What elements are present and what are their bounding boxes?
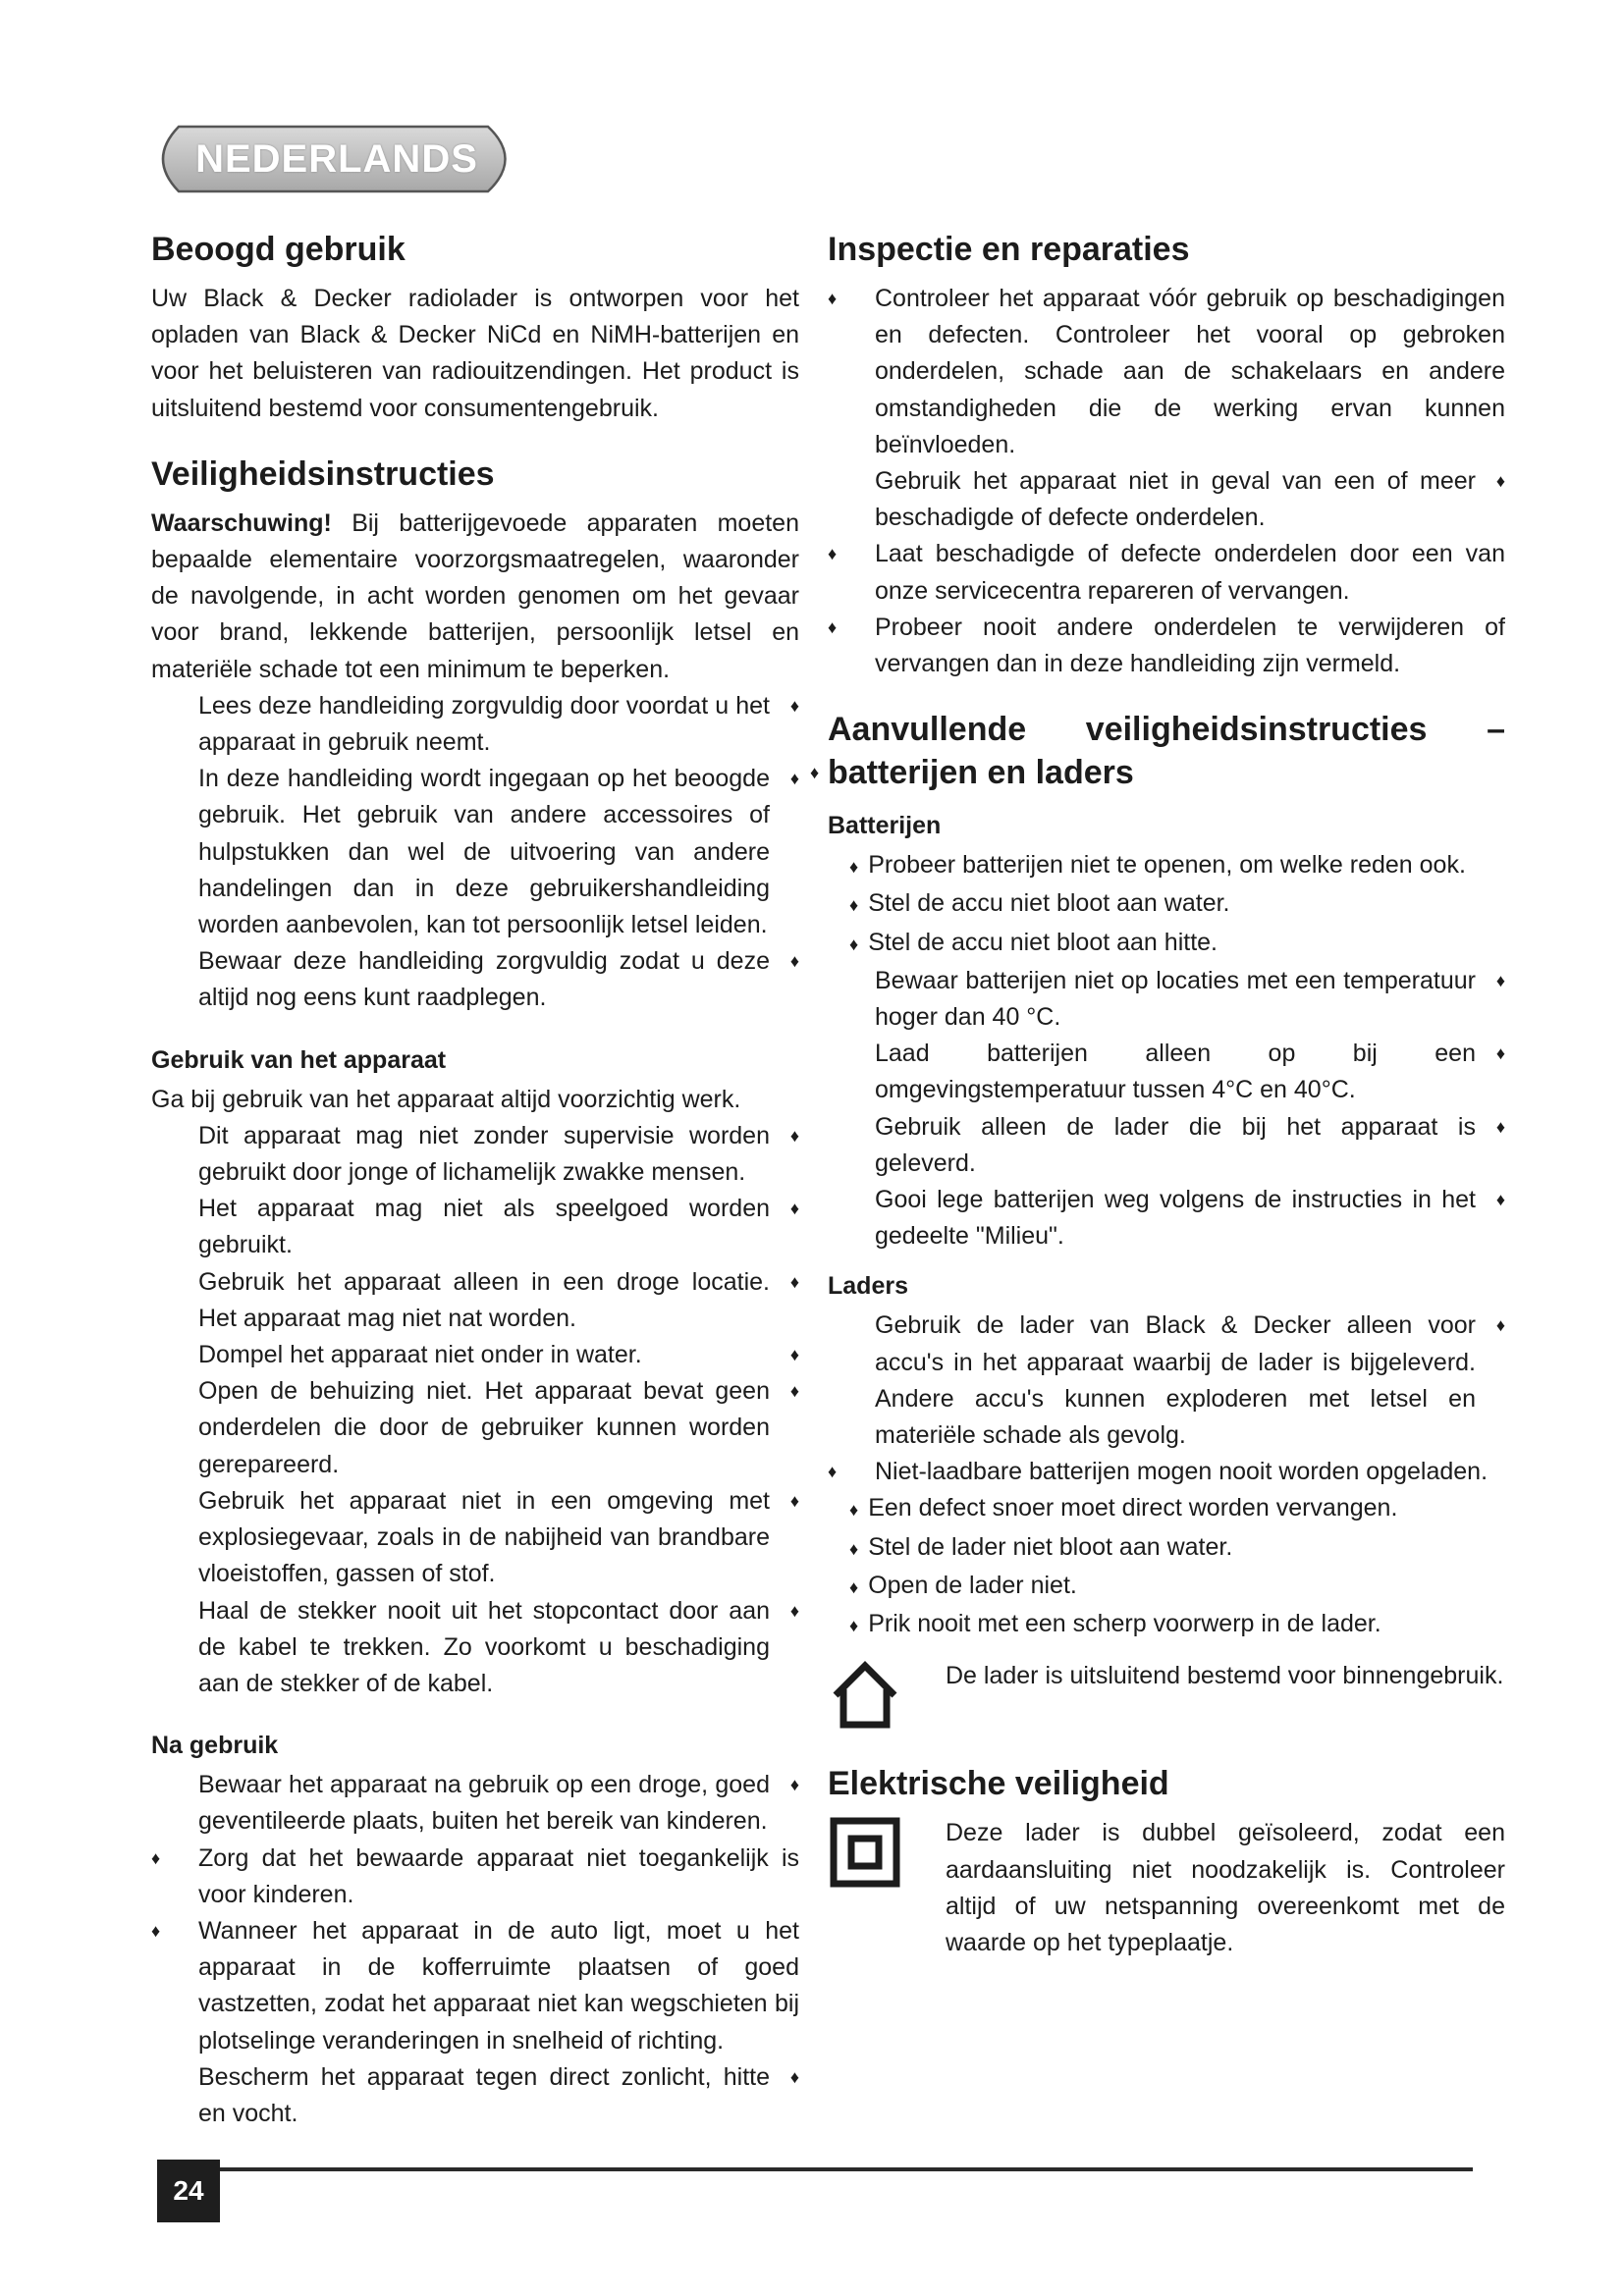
bullet-icon: ♦	[1495, 471, 1505, 492]
list-item: Gebruik het apparaat niet in geval van een of meer beschadigde of defecte onderdelen. ♦	[828, 463, 1505, 536]
list-item: Gebruik het apparaat alleen in een droge locatie. Het apparaat mag niet nat worden. ♦	[151, 1264, 799, 1337]
list-item: In deze handleiding wordt ingegaan op het beoogde gebruik. Het gebruik van andere accessoires of hulpstukken dan wel de uitvoering van andere handelingen dan in deze gebruikershandleiding worden aanbevolen, kan tot persoonlijk letsel leiden. ♦	[151, 761, 799, 943]
indoor-note	[828, 1658, 1505, 1736]
double-insulation-icon	[828, 1815, 902, 1890]
warning-text: Bij batterijgevoede apparaten moeten bepaalde elementaire voorzorgsmaatregelen, waaronder de navolgende, in acht worden genomen om het gevaar voor brand, lekkende batterijen, persoonlijk letsel en materiële schade tot een minimum te beperken.	[151, 508, 799, 683]
list-item: ♦ Open de lader niet.	[849, 1571, 1077, 1599]
bullet-icon: ♦	[828, 1462, 838, 1482]
bullet-icon: ♦	[1495, 1116, 1505, 1137]
list-item: ♦ Laat beschadigde of defecte onderdelen door een van onze servicecentra repareren of vervangen.	[828, 536, 1505, 609]
list-item: Gebruik de lader van Black & Decker alleen voor accu's in het apparaat waarbij de lader is bijgeleverd. Andere accu's kunnen exploderen met letsel en materiële schade als gevolg. ♦	[828, 1308, 1505, 1454]
bullet-icon: ♦	[789, 1345, 799, 1365]
list-item: ♦ Stel de accu niet bloot aan hitte.	[849, 928, 1218, 956]
section-title-na-gebruik: Na gebruik	[151, 1732, 279, 1760]
section-title-aanvullende: Aanvullende veiligheidsinstructies – ♦ batterijen en laders	[828, 708, 1505, 794]
bullet-icon: ♦	[789, 1271, 799, 1292]
section-title-veiligheid: Veiligheidsinstructies	[151, 454, 495, 493]
bullet-icon: ♦	[849, 1538, 859, 1559]
bullet-icon: ♦	[828, 544, 838, 564]
bullet-icon: ♦	[151, 1920, 161, 1941]
bullet-icon: ♦	[789, 1125, 799, 1146]
language-label: NEDERLANDS	[195, 137, 478, 181]
bullet-icon: ♦	[1495, 1315, 1505, 1336]
section-title-inspectie: Inspectie en reparaties	[828, 231, 1190, 268]
bullet-icon: ♦	[789, 1775, 799, 1795]
bullet-icon: ♦	[1495, 970, 1505, 990]
bullet-icon: ♦	[789, 1490, 799, 1511]
warning-label: Waarschuwing!	[151, 508, 332, 537]
bullet-icon: ♦	[849, 1576, 859, 1597]
section-title-beoogd: Beoogd gebruik	[151, 231, 406, 268]
list-item: Bewaar deze handleiding zorgvuldig zodat u deze altijd nog eens kunt raadplegen. ♦	[151, 943, 799, 1016]
bullet-icon: ♦	[1495, 1043, 1505, 1064]
indoor-note-text: De lader is uitsluitend bestemd voor binnengebruik.	[946, 1662, 1504, 1690]
bullet-icon: ♦	[849, 895, 859, 916]
bullet-icon: ♦	[789, 769, 799, 789]
bullet-icon: ♦	[849, 1616, 859, 1636]
beoogd-text: Uw Black & Decker radiolader is ontworpen voor het opladen van Black & Decker NiCd en NiMH-batterijen en voor het beluisteren van radiouitzendingen. Het product is uitsluitend bestemd voor consumentengebruik.	[151, 285, 799, 422]
list-item: Laad batterijen alleen op bij een omgevingstemperatuur tussen 4°C en 40°C. ♦	[828, 1036, 1505, 1108]
list-item: Lees deze handleiding zorgvuldig door voordat u het apparaat in gebruik neemt. ♦	[151, 688, 799, 761]
list-item: ♦ Wanneer het apparaat in de auto ligt, moet u het apparaat in de kofferruimte plaatsen of goed vastzetten, zodat het apparaat niet kan wegschieten bij plotselinge veranderingen in snelheid of richting.	[151, 1913, 799, 2059]
bullet-icon: ♦	[789, 695, 799, 716]
bullet-icon: ♦	[789, 1381, 799, 1402]
list-item: Bescherm het apparaat tegen direct zonlicht, hitte en vocht. ♦	[151, 2059, 799, 2132]
language-tab	[149, 123, 524, 195]
list-item: ♦ Stel de accu niet bloot aan water.	[849, 889, 1230, 918]
list-item: ♦ Stel de lader niet bloot aan water.	[849, 1532, 1233, 1561]
list-item: Haal de stekker nooit uit het stopcontact door aan de kabel te trekken. Zo voorkomt u beschadiging aan de stekker of de kabel. ♦	[151, 1593, 799, 1703]
list-item: Bewaar het apparaat na gebruik op een droge, goed geventileerde plaats, buiten het bereik van kinderen. ♦	[151, 1767, 799, 1840]
bullet-icon: ♦	[849, 934, 859, 954]
bullet-icon: ♦	[849, 857, 859, 878]
section-title-elektrisch: Elektrische veiligheid	[828, 1765, 1169, 1803]
list-item: ♦ Prik nooit met een scherp voorwerp in de lader.	[849, 1610, 1381, 1638]
list-item: Gebruik alleen de lader die bij het apparaat is geleverd. ♦	[828, 1109, 1505, 1182]
list-item: Gooi lege batterijen weg volgens de instructies in het gedeelte "Milieu". ♦	[828, 1182, 1505, 1255]
bullet-icon: ♦	[789, 1600, 799, 1621]
left-column	[151, 228, 799, 2132]
elektrisch-text: Deze lader is dubbel geïsoleerd, zodat een aardaansluiting niet noodzakelijk is. Controleer altijd of uw netspanning overeenkomt met de waarde op het typeplaatje.	[946, 1819, 1505, 1956]
footer-rule	[157, 2167, 1473, 2171]
list-item: Gebruik het apparaat niet in een omgeving met explosiegevaar, zoals in de nabijheid van brandbare vloeistoffen, gassen of stof. ♦	[151, 1483, 799, 1593]
section-title-batterijen: Batterijen	[828, 812, 942, 840]
house-icon	[828, 1658, 902, 1733]
page-number: 24	[157, 2160, 220, 2222]
bullet-icon: ♦	[1495, 1190, 1505, 1210]
bullet-icon: ♦	[789, 1199, 799, 1219]
bullet-icon: ♦	[151, 1847, 161, 1868]
section-title-laders: Laders	[828, 1272, 908, 1301]
list-item: ♦ Zorg dat het bewaarde apparaat niet toegankelijk is voor kinderen.	[151, 1841, 799, 1913]
bullet-icon: ♦	[789, 2066, 799, 2087]
list-item: Open de behuizing niet. Het apparaat bevat geen onderdelen die door de gebruiker kunnen worden gerepareerd. ♦	[151, 1373, 799, 1483]
right-column	[810, 228, 1505, 1961]
list-item: Dit apparaat mag niet zonder supervisie worden gebruikt door jonge of lichamelijk zwakke mensen. ♦	[151, 1118, 799, 1191]
list-item: ♦ Een defect snoer moet direct worden vervangen.	[849, 1494, 1398, 1522]
list-item: ♦ Controleer het apparaat vóór gebruik op beschadigingen en defecten. Controleer het vooral op gebroken onderdelen, schade aan de schakelaars en andere omstandigheden die de werking ervan kunnen beïnvloeden.	[828, 281, 1505, 463]
list-item: ♦ Niet-laadbare batterijen mogen nooit worden opgeladen.	[828, 1454, 1505, 1490]
list-item: Het apparaat mag niet als speelgoed worden gebruikt. ♦	[151, 1191, 799, 1263]
bullet-icon: ♦	[828, 289, 838, 308]
bullet-icon: ♦	[849, 1500, 859, 1521]
bullet-icon: ♦	[828, 616, 838, 637]
bullet-icon: ♦	[810, 763, 820, 783]
bullet-icon: ♦	[789, 951, 799, 972]
list-item: Bewaar batterijen niet op locaties met een temperatuur hoger dan 40 °C. ♦	[828, 963, 1505, 1036]
warning-paragraph	[151, 506, 799, 688]
list-item: Dompel het apparaat niet onder in water. ♦	[151, 1337, 799, 1373]
list-item: ♦ Probeer nooit andere onderdelen te verwijderen of vervangen dan in deze handleiding zijn vermeld.	[828, 610, 1505, 682]
gebruik-intro: Ga bij gebruik van het apparaat altijd voorzichtig werk.	[151, 1085, 741, 1113]
list-item: ♦ Probeer batterijen niet te openen, om welke reden ook.	[849, 851, 1466, 880]
double-insulation-note	[828, 1815, 1505, 1961]
section-title-gebruik: Gebruik van het apparaat	[151, 1045, 447, 1074]
